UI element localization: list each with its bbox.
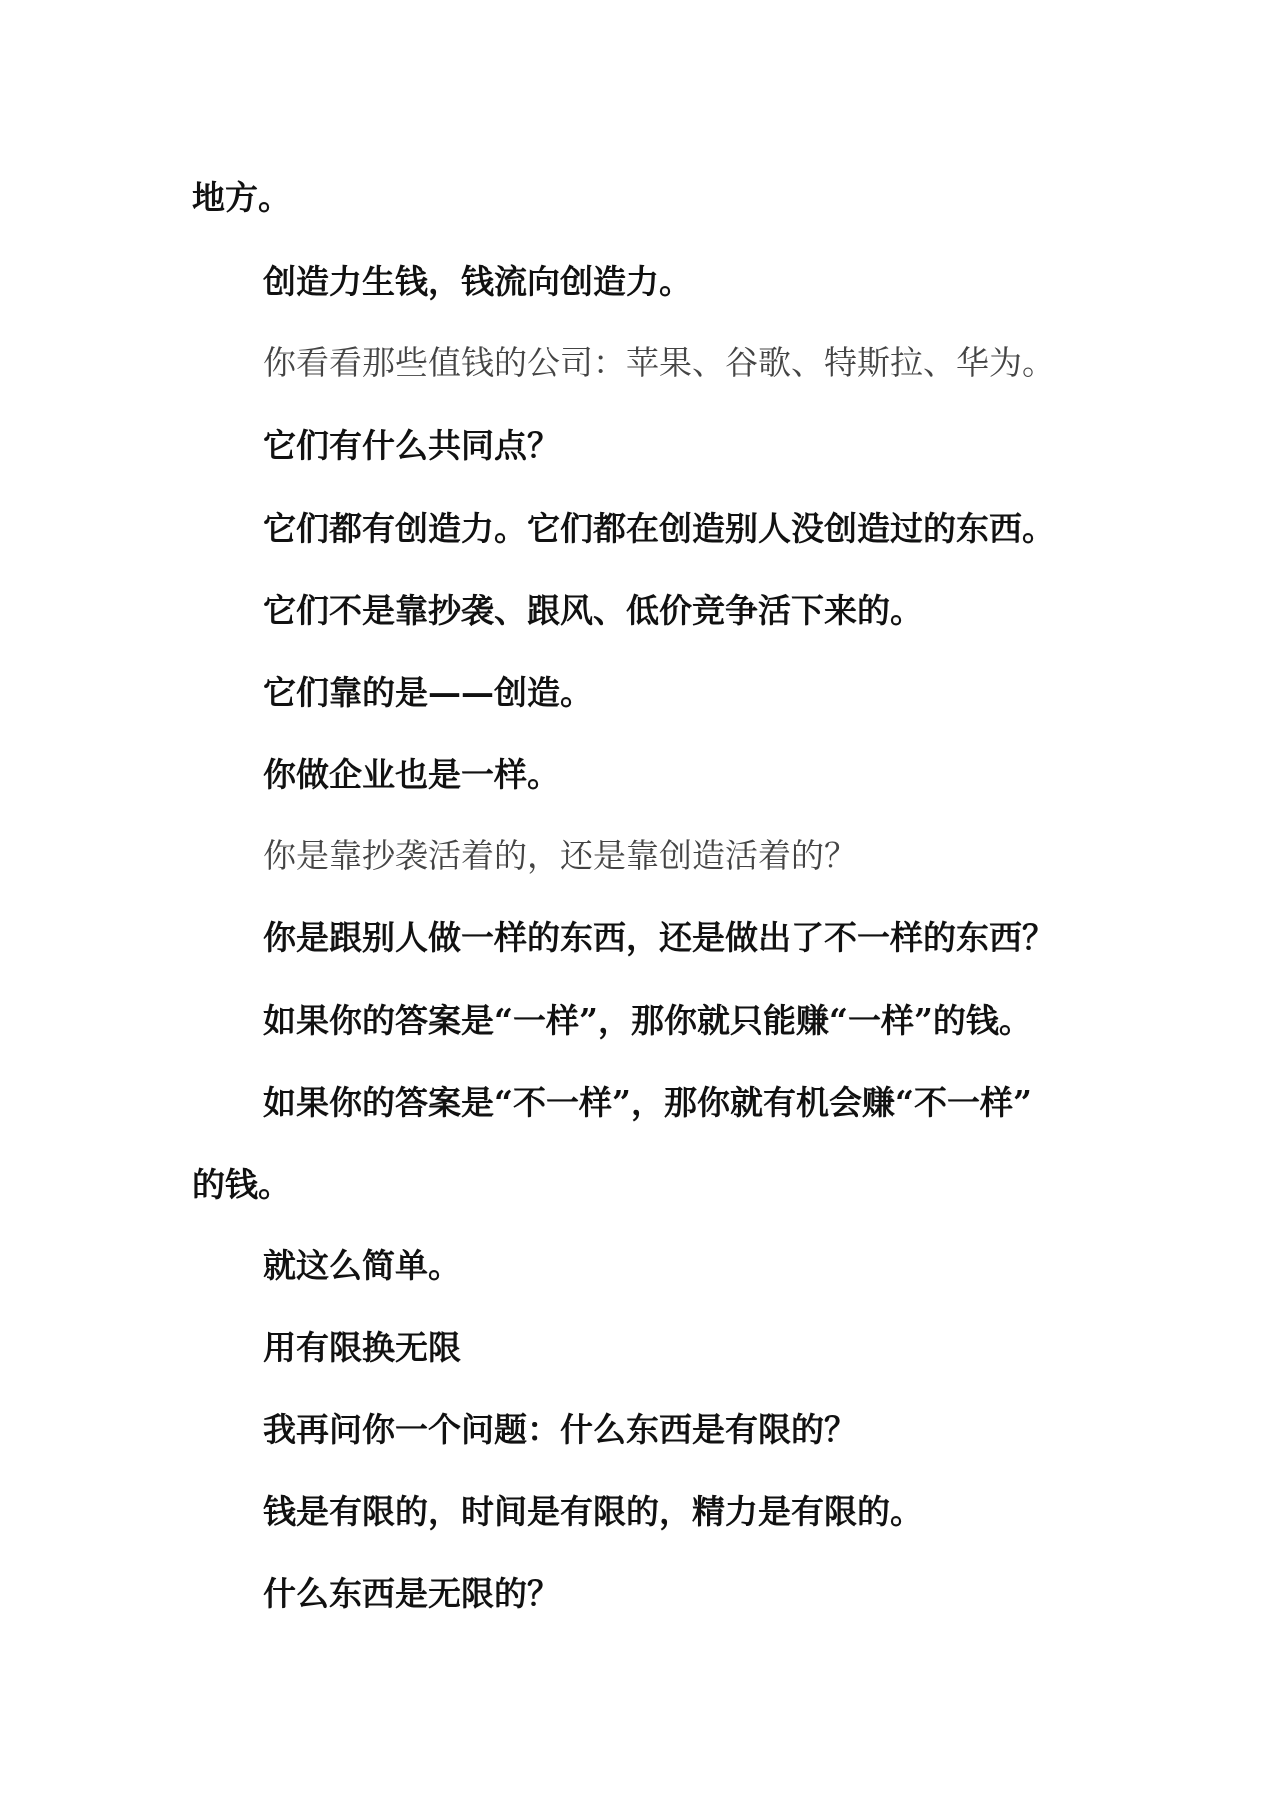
text-line: 它们有什么共同点？ — [263, 426, 560, 465]
text-line: 我再问你一个问题：什么东西是有限的？ — [263, 1410, 857, 1449]
text-line: 如果你的答案是“不一样”，那你就有机会赚“不一样” — [263, 1083, 1032, 1122]
text-line: 如果你的答案是“一样”，那你就只能赚“一样”的钱。 — [263, 1001, 1032, 1040]
text-line: 你是靠抄袭活着的，还是靠创造活着的？ — [263, 836, 857, 875]
text-line: 你做企业也是一样。 — [263, 755, 560, 794]
text-line: 它们不是靠抄袭、跟风、低价竞争活下来的。 — [263, 591, 923, 630]
text-line: 你是跟别人做一样的东西，还是做出了不一样的东西？ — [263, 918, 1055, 957]
text-line: 地方。 — [192, 178, 291, 217]
text-line: 的钱。 — [192, 1165, 291, 1204]
text-line: 它们靠的是——创造。 — [263, 673, 593, 712]
text-line: 它们都有创造力。它们都在创造别人没创造过的东西。 — [263, 509, 1055, 548]
text-line: 你看看那些值钱的公司：苹果、谷歌、特斯拉、华为。 — [263, 343, 1055, 382]
section-heading: 用有限换无限 — [263, 1328, 461, 1367]
text-line: 就这么简单。 — [263, 1246, 461, 1285]
text-line: 什么东西是无限的？ — [263, 1574, 560, 1613]
text-line: 创造力生钱，钱流向创造力。 — [263, 262, 692, 301]
text-line: 钱是有限的，时间是有限的，精力是有限的。 — [263, 1492, 923, 1531]
